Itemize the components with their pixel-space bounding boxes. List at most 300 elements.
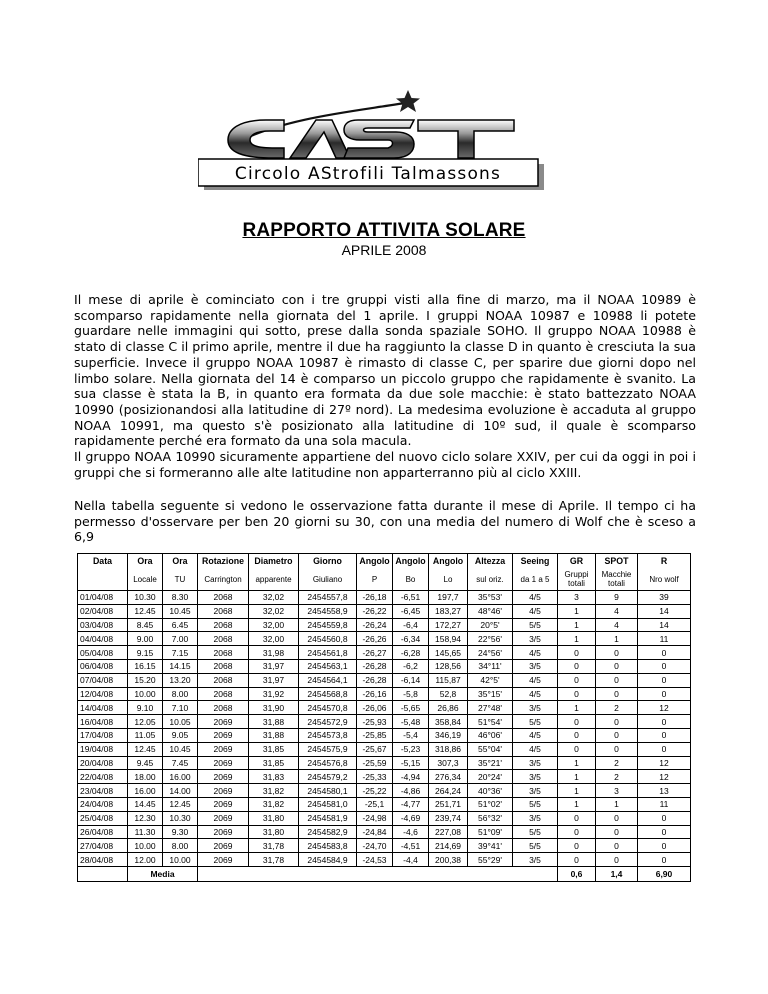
- table-cell: -4,69: [393, 811, 429, 825]
- table-cell: 18.00: [128, 770, 163, 784]
- table-cell: 318,86: [429, 742, 468, 756]
- table-cell: 9.05: [163, 728, 198, 742]
- table-cell: 32,00: [249, 618, 299, 632]
- table-cell: 2069: [198, 715, 249, 729]
- table-cell: 0: [558, 659, 596, 673]
- table-cell: 35°21': [468, 756, 513, 770]
- column-header: Diametro: [249, 554, 299, 569]
- column-subheader: [78, 568, 128, 591]
- table-cell: 16.00: [163, 770, 198, 784]
- table-cell: 51°02': [468, 797, 513, 811]
- table-cell: 4/5: [513, 742, 558, 756]
- table-cell: 2069: [198, 756, 249, 770]
- table-cell: -6,51: [393, 591, 429, 605]
- footer-avg-wolf: 6,90: [638, 866, 691, 881]
- table-cell: 0: [638, 673, 691, 687]
- table-cell: -4,6: [393, 825, 429, 839]
- table-cell: 5/5: [513, 839, 558, 853]
- table-cell: 12: [638, 770, 691, 784]
- table-cell: 10.05: [163, 715, 198, 729]
- table-row: [78, 659, 691, 673]
- table-cell: 0: [558, 825, 596, 839]
- table-cell: 17/04/08: [78, 728, 128, 742]
- table-subheader-row: [78, 568, 691, 591]
- table-row: [78, 853, 691, 867]
- table-cell: 8.30: [163, 591, 198, 605]
- paragraph-table-intro: Nella tabella seguente si vedono le osservazione fatta durante il mese di Aprile. Il tempo ci ha permesso d'osservare per ben 20 giorni su 30, con una media del numero di Wolf che è sceso a 6,9: [74, 498, 696, 545]
- table-cell: 7.45: [163, 756, 198, 770]
- table-cell: 0: [638, 811, 691, 825]
- table-cell: 25/04/08: [78, 811, 128, 825]
- table-cell: 3/5: [513, 632, 558, 646]
- table-cell: 7.15: [163, 646, 198, 660]
- table-cell: -24,53: [357, 853, 393, 867]
- table-cell: 10.00: [128, 839, 163, 853]
- table-cell: 28/04/08: [78, 853, 128, 867]
- table-cell: 2068: [198, 701, 249, 715]
- report-subtitle: APRILE 2008: [341, 242, 427, 258]
- table-cell: 22/04/08: [78, 770, 128, 784]
- table-cell: 11: [638, 632, 691, 646]
- table-cell: 31,88: [249, 715, 299, 729]
- table-cell: 2454572,9: [299, 715, 357, 729]
- table-cell: 34°11': [468, 659, 513, 673]
- table-cell: -5,4: [393, 728, 429, 742]
- table-row: [78, 632, 691, 646]
- table-cell: 14.15: [163, 659, 198, 673]
- observations-table: [77, 553, 691, 882]
- table-cell: 26,86: [429, 701, 468, 715]
- table-cell: 39: [638, 591, 691, 605]
- table-cell: 11.30: [128, 825, 163, 839]
- table-cell: 3: [596, 784, 638, 798]
- logo-caption: Circolo AStrofili Talmassons: [234, 164, 502, 184]
- table-cell: 31,92: [249, 687, 299, 701]
- table-cell: 14.00: [163, 784, 198, 798]
- table-cell: 1: [558, 632, 596, 646]
- table-cell: -24,70: [357, 839, 393, 853]
- table-cell: 11: [638, 797, 691, 811]
- table-cell: 3/5: [513, 770, 558, 784]
- column-subheader: Nro wolf: [638, 568, 691, 591]
- column-subheader: Locale: [128, 568, 163, 591]
- table-cell: 12.45: [128, 604, 163, 618]
- table-cell: 2454582,9: [299, 825, 357, 839]
- table-cell: 5/5: [513, 797, 558, 811]
- table-row: [78, 825, 691, 839]
- table-cell: 2454581,0: [299, 797, 357, 811]
- column-header: GR: [558, 554, 596, 569]
- table-cell: 251,71: [429, 797, 468, 811]
- table-row: [78, 756, 691, 770]
- table-cell: -6,45: [393, 604, 429, 618]
- table-cell: 12.45: [128, 742, 163, 756]
- table-row: [78, 715, 691, 729]
- table-row: [78, 591, 691, 605]
- table-cell: 40°36': [468, 784, 513, 798]
- table-cell: 2068: [198, 646, 249, 660]
- table-cell: 31,88: [249, 728, 299, 742]
- table-cell: 2069: [198, 853, 249, 867]
- column-subheader: TU: [163, 568, 198, 591]
- table-cell: 12: [638, 701, 691, 715]
- table-cell: 1: [558, 756, 596, 770]
- table-cell: 7.10: [163, 701, 198, 715]
- table-cell: 1: [558, 797, 596, 811]
- table-cell: -6,14: [393, 673, 429, 687]
- table-cell: 346,19: [429, 728, 468, 742]
- table-cell: 0: [638, 742, 691, 756]
- table-cell: 3/5: [513, 784, 558, 798]
- table-row: [78, 742, 691, 756]
- table-cell: -25,1: [357, 797, 393, 811]
- table-cell: 31,83: [249, 770, 299, 784]
- table-cell: 10.30: [128, 591, 163, 605]
- table-cell: 16.00: [128, 784, 163, 798]
- table-cell: 5/5: [513, 825, 558, 839]
- table-cell: 2454563,1: [299, 659, 357, 673]
- column-header: Ora: [163, 554, 198, 569]
- table-cell: 22°56': [468, 632, 513, 646]
- table-cell: 0: [558, 715, 596, 729]
- table-cell: 19/04/08: [78, 742, 128, 756]
- table-cell: 4/5: [513, 604, 558, 618]
- table-cell: 12.30: [128, 811, 163, 825]
- table-cell: 200,38: [429, 853, 468, 867]
- column-subheader: Bo: [393, 568, 429, 591]
- table-cell: 9.10: [128, 701, 163, 715]
- table-cell: 307,3: [429, 756, 468, 770]
- table-cell: 2454570,8: [299, 701, 357, 715]
- report-title: RAPPORTO ATTIVITA SOLARE: [242, 220, 526, 241]
- column-header: Ora: [128, 554, 163, 569]
- table-cell: -24,84: [357, 825, 393, 839]
- table-cell: 20°5': [468, 618, 513, 632]
- table-cell: 2069: [198, 811, 249, 825]
- table-cell: 10.30: [163, 811, 198, 825]
- table-cell: 2: [596, 756, 638, 770]
- column-subheader: apparente: [249, 568, 299, 591]
- table-cell: 0: [638, 825, 691, 839]
- table-row: [78, 673, 691, 687]
- table-cell: 2068: [198, 659, 249, 673]
- table-cell: 12.05: [128, 715, 163, 729]
- table-cell: 9: [596, 591, 638, 605]
- column-header: R: [638, 554, 691, 569]
- table-cell: 31,82: [249, 797, 299, 811]
- table-cell: 1: [558, 784, 596, 798]
- table-cell: 3/5: [513, 701, 558, 715]
- table-cell: 2454559,8: [299, 618, 357, 632]
- table-cell: 51°54': [468, 715, 513, 729]
- table-cell: 7.00: [163, 632, 198, 646]
- table-cell: 3/5: [513, 659, 558, 673]
- column-subheader: Gruppi totali: [558, 568, 596, 591]
- table-cell: 4: [596, 618, 638, 632]
- column-header: Altezza: [468, 554, 513, 569]
- table-cell: 12.45: [163, 797, 198, 811]
- table-cell: 264,24: [429, 784, 468, 798]
- table-cell: 2454561,8: [299, 646, 357, 660]
- observations-table-wrapper: [77, 553, 690, 882]
- table-cell: 2068: [198, 618, 249, 632]
- table-cell: 0: [596, 673, 638, 687]
- column-header: Angolo: [429, 554, 468, 569]
- table-cell: -6,2: [393, 659, 429, 673]
- table-row: [78, 618, 691, 632]
- table-cell: 0: [596, 811, 638, 825]
- table-cell: 183,27: [429, 604, 468, 618]
- table-cell: -25,93: [357, 715, 393, 729]
- table-cell: 0: [596, 715, 638, 729]
- table-cell: -26,18: [357, 591, 393, 605]
- table-cell: 55°04': [468, 742, 513, 756]
- table-cell: 0: [596, 825, 638, 839]
- table-cell: 12: [638, 756, 691, 770]
- table-cell: 4/5: [513, 728, 558, 742]
- table-cell: 14: [638, 618, 691, 632]
- table-cell: 0: [596, 659, 638, 673]
- table-cell: 14/04/08: [78, 701, 128, 715]
- table-cell: -4,51: [393, 839, 429, 853]
- table-cell: 13: [638, 784, 691, 798]
- table-cell: 10.45: [163, 604, 198, 618]
- table-cell: 23/04/08: [78, 784, 128, 798]
- table-cell: 52,8: [429, 687, 468, 701]
- table-cell: 31,98: [249, 646, 299, 660]
- table-cell: 03/04/08: [78, 618, 128, 632]
- column-subheader: sul oriz.: [468, 568, 513, 591]
- table-cell: -26,28: [357, 673, 393, 687]
- table-cell: -4,4: [393, 853, 429, 867]
- table-cell: 42°5': [468, 673, 513, 687]
- table-cell: 0: [558, 811, 596, 825]
- table-cell: 07/04/08: [78, 673, 128, 687]
- table-cell: 02/04/08: [78, 604, 128, 618]
- table-cell: 3: [558, 591, 596, 605]
- table-cell: -26,06: [357, 701, 393, 715]
- table-cell: 9.45: [128, 756, 163, 770]
- table-cell: 31,90: [249, 701, 299, 715]
- table-cell: 0: [638, 659, 691, 673]
- table-cell: -5,23: [393, 742, 429, 756]
- table-cell: 1: [558, 701, 596, 715]
- table-cell: 32,02: [249, 604, 299, 618]
- column-header: Rotazione: [198, 554, 249, 569]
- table-cell: 0: [558, 839, 596, 853]
- table-body: [78, 591, 691, 867]
- table-cell: 48°46': [468, 604, 513, 618]
- table-cell: 2: [596, 770, 638, 784]
- table-cell: -26,24: [357, 618, 393, 632]
- table-cell: 1: [558, 604, 596, 618]
- table-cell: 0: [638, 853, 691, 867]
- table-cell: 32,00: [249, 632, 299, 646]
- table-cell: -4,77: [393, 797, 429, 811]
- logo-letters: [228, 120, 514, 158]
- table-cell: 8.00: [163, 687, 198, 701]
- table-cell: 0: [596, 839, 638, 853]
- table-cell: 1: [596, 632, 638, 646]
- table-cell: 24/04/08: [78, 797, 128, 811]
- table-cell: 2454573,8: [299, 728, 357, 742]
- table-cell: 31,82: [249, 784, 299, 798]
- table-cell: -4,86: [393, 784, 429, 798]
- table-cell: 31,80: [249, 811, 299, 825]
- table-cell: 46°06': [468, 728, 513, 742]
- table-cell: 2068: [198, 604, 249, 618]
- table-cell: 2: [596, 701, 638, 715]
- table-row: [78, 646, 691, 660]
- table-header-row: [78, 554, 691, 569]
- table-cell: 55°29': [468, 853, 513, 867]
- table-cell: 214,69: [429, 839, 468, 853]
- table-cell: 16.15: [128, 659, 163, 673]
- table-cell: -25,67: [357, 742, 393, 756]
- table-cell: -5,15: [393, 756, 429, 770]
- table-cell: 0: [638, 715, 691, 729]
- table-cell: 4: [596, 604, 638, 618]
- table-row: [78, 604, 691, 618]
- paragraph-intro: Il mese di aprile è cominciato con i tre gruppi visti alla fine di marzo, ma il NOAA 10989 è scomparso rapidamente nella giornata del 1 aprile. I gruppi NOAA 10987 e 10988 li potete guardare nelle immagini qui sotto, prese dalla sonda spaziale SOHO. Il gruppo NOAA 10988 è stato di classe C il primo aprile, mentre il due ha raggiunto la classe D in quanto è cresciuta la sua superficie. Invece il gruppo NOAA 10987 è rimasto di classe C, per sparire due giorni dopo nel limbo solare. Nella giornata del 14 è comparso un piccolo gruppo che rapidamente è svanito. La sua classe è stata la B, in quanto era formata da due sole macchie: è stato battezzato NOAA 10990 (posizionandosi alla latitudine di 27º nord). La medesima evoluzione è accaduta al gruppo NOAA 10991, ma questo s'è posizionato alla latitudine di 10º sud, il quale è scomparso rapidamente perché era formato da una sola macula.: [74, 292, 696, 449]
- table-cell: 35°53': [468, 591, 513, 605]
- table-cell: 2454581,9: [299, 811, 357, 825]
- column-subheader: Lo: [429, 568, 468, 591]
- table-cell: 3/5: [513, 853, 558, 867]
- table-cell: 20°24': [468, 770, 513, 784]
- table-cell: 0: [558, 687, 596, 701]
- table-row: [78, 839, 691, 853]
- table-cell: 239,74: [429, 811, 468, 825]
- table-cell: -26,28: [357, 659, 393, 673]
- table-cell: 0: [596, 742, 638, 756]
- table-cell: 2454576,8: [299, 756, 357, 770]
- table-row: [78, 797, 691, 811]
- table-cell: -26,16: [357, 687, 393, 701]
- table-cell: 0: [558, 853, 596, 867]
- table-cell: 0: [596, 853, 638, 867]
- table-cell: 0: [596, 646, 638, 660]
- table-cell: -25,22: [357, 784, 393, 798]
- footer-avg-spots: 1,4: [596, 866, 638, 881]
- column-header: SPOT: [596, 554, 638, 569]
- table-cell: 06/04/08: [78, 659, 128, 673]
- table-cell: -5,65: [393, 701, 429, 715]
- table-cell: 158,94: [429, 632, 468, 646]
- table-cell: 15.20: [128, 673, 163, 687]
- table-cell: 31,78: [249, 853, 299, 867]
- table-cell: -4,94: [393, 770, 429, 784]
- table-cell: 4/5: [513, 673, 558, 687]
- table-cell: 13.20: [163, 673, 198, 687]
- table-cell: 4/5: [513, 687, 558, 701]
- table-footer-row: [78, 866, 691, 881]
- table-cell: 8.45: [128, 618, 163, 632]
- table-cell: 56°32': [468, 811, 513, 825]
- column-subheader: Carrington: [198, 568, 249, 591]
- table-cell: 5/5: [513, 715, 558, 729]
- table-cell: 51°09': [468, 825, 513, 839]
- table-row: [78, 811, 691, 825]
- table-cell: -25,33: [357, 770, 393, 784]
- table-cell: -6,4: [393, 618, 429, 632]
- table-cell: 2069: [198, 797, 249, 811]
- table-cell: -5,8: [393, 687, 429, 701]
- table-cell: 197,7: [429, 591, 468, 605]
- table-cell: 39°41': [468, 839, 513, 853]
- table-cell: 276,34: [429, 770, 468, 784]
- table-cell: 1: [596, 797, 638, 811]
- table-cell: 27°48': [468, 701, 513, 715]
- table-cell: 2454558,9: [299, 604, 357, 618]
- table-cell: 14.45: [128, 797, 163, 811]
- column-header: Data: [78, 554, 128, 569]
- table-cell: 2068: [198, 632, 249, 646]
- table-cell: 2068: [198, 687, 249, 701]
- table-cell: 227,08: [429, 825, 468, 839]
- table-row: [78, 687, 691, 701]
- table-cell: 20/04/08: [78, 756, 128, 770]
- table-cell: 2454557,8: [299, 591, 357, 605]
- table-cell: -5,48: [393, 715, 429, 729]
- column-subheader: da 1 a 5: [513, 568, 558, 591]
- table-row: [78, 770, 691, 784]
- table-row: [78, 784, 691, 798]
- table-cell: 9.00: [128, 632, 163, 646]
- table-cell: 10.45: [163, 742, 198, 756]
- table-cell: 1: [558, 618, 596, 632]
- table-cell: 2068: [198, 591, 249, 605]
- table-cell: 2454560,8: [299, 632, 357, 646]
- paragraph-cycle: Il gruppo NOAA 10990 sicuramente appartiene del nuovo ciclo solare XXIV, per cui da oggi in poi i gruppi che si formeranno alle alte latitudine non apparterranno più al ciclo XXIII.: [74, 449, 696, 480]
- table-cell: 32,02: [249, 591, 299, 605]
- table-cell: 31,78: [249, 839, 299, 853]
- footer-avg-groups: 0,6: [558, 866, 596, 881]
- table-cell: 31,97: [249, 659, 299, 673]
- column-header: Angolo: [393, 554, 429, 569]
- table-cell: -6,28: [393, 646, 429, 660]
- table-cell: 4/5: [513, 646, 558, 660]
- column-subheader: P: [357, 568, 393, 591]
- table-cell: 0: [638, 646, 691, 660]
- table-cell: 35°15': [468, 687, 513, 701]
- table-cell: 6.45: [163, 618, 198, 632]
- table-cell: 2069: [198, 839, 249, 853]
- table-cell: 2454579,2: [299, 770, 357, 784]
- column-header: Angolo: [357, 554, 393, 569]
- table-cell: 2454583,8: [299, 839, 357, 853]
- table-cell: -24,98: [357, 811, 393, 825]
- table-cell: 26/04/08: [78, 825, 128, 839]
- table-cell: 31,85: [249, 756, 299, 770]
- table-cell: 2454580,1: [299, 784, 357, 798]
- table-cell: 2454584,9: [299, 853, 357, 867]
- table-cell: -26,22: [357, 604, 393, 618]
- table-cell: 2069: [198, 784, 249, 798]
- table-cell: 8.00: [163, 839, 198, 853]
- table-cell: -26,26: [357, 632, 393, 646]
- table-cell: 01/04/08: [78, 591, 128, 605]
- table-cell: -26,27: [357, 646, 393, 660]
- table-cell: 14: [638, 604, 691, 618]
- table-cell: 2069: [198, 770, 249, 784]
- table-cell: 0: [596, 687, 638, 701]
- table-cell: 05/04/08: [78, 646, 128, 660]
- table-cell: 0: [558, 742, 596, 756]
- table-cell: 358,84: [429, 715, 468, 729]
- table-cell: 12/04/08: [78, 687, 128, 701]
- table-cell: 2454568,8: [299, 687, 357, 701]
